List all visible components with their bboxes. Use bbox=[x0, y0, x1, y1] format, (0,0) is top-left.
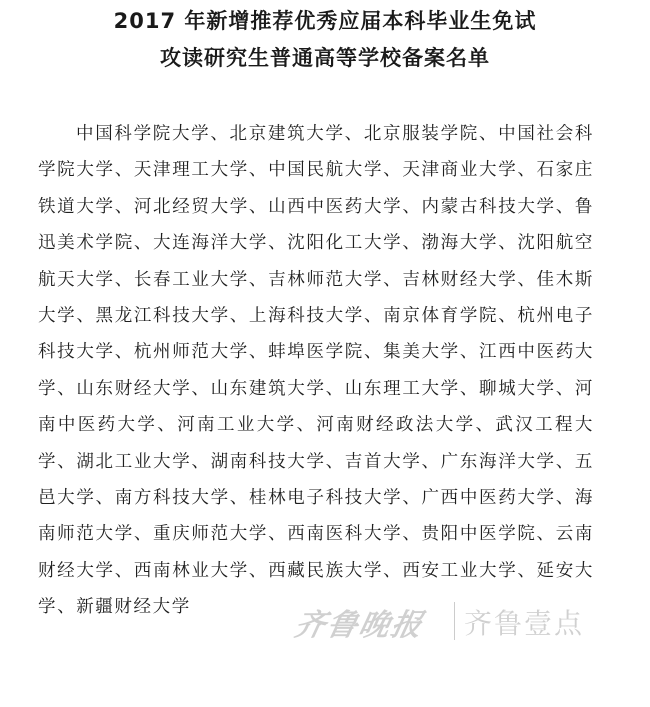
watermark-qilu-yidian-logo: 齐鲁壹点 bbox=[464, 607, 585, 640]
university-list-paragraph: 中国科学院大学、北京建筑大学、北京服装学院、中国社会科学院大学、天津理工大学、中国民航大学、天津商业大学、石家庄铁道大学、河北经贸大学、山西中医药大学、内蒙古科技大学、鲁迅美术学院、大连海洋大学、沈阳化工大学、渤海大学、沈阳航空航天大学、长春工业大学、吉林师范大学、吉林财经大学、佳木斯大学、黑龙江科技大学、上海科技大学、南京体育学院、杭州电子科技大学、杭州师范大学、蚌埠医学院、集美大学、江西中医药大学、山东财经大学、山东建筑大学、山东理工大学、聊城大学、河南中医药大学、河南工业大学、河南财经政法大学、武汉工程大学、湖北工业大学、湖南科技大学、吉首大学、广东海洋大学、五邑大学、南方科技大学、桂林电子科技大学、广西中医药大学、海南师范大学、重庆师范大学、西南医科大学、贵阳中医学院、云南财经大学、西南林业大学、西藏民族大学、西安工业大学、延安大学、新疆财经大学 bbox=[38, 124, 594, 618]
document-title-line-1: 2017 年新增推荐优秀应届本科毕业生免试 bbox=[113, 9, 537, 33]
watermark-qilu-evening-news-logo: 齐鲁晚报 bbox=[291, 608, 427, 643]
document-title-line-2: 攻读研究生普通高等学校备案名单 bbox=[160, 46, 490, 70]
